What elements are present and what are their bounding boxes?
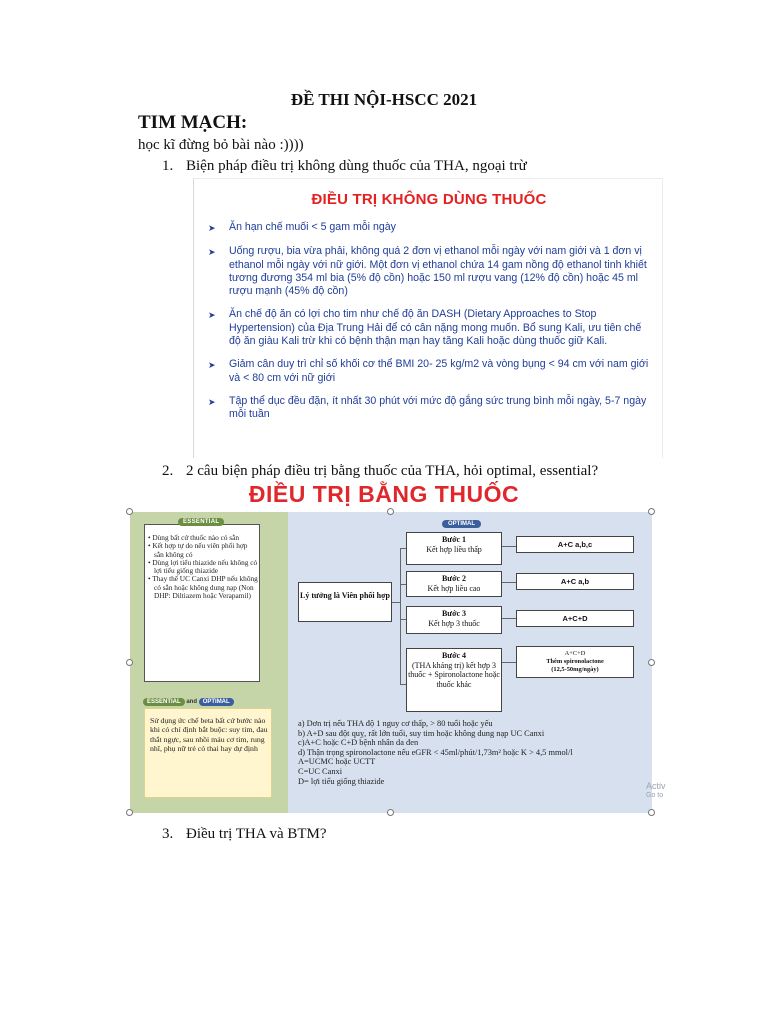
resize-handle[interactable] (387, 809, 394, 816)
list-item (208, 358, 654, 385)
question-number: 3. (162, 826, 174, 842)
combo-step-3: A+C+D (516, 610, 634, 627)
connector-line (400, 548, 401, 684)
step-name: Bước 3 (441, 609, 467, 618)
connector-line (502, 618, 516, 619)
essential-box (144, 524, 260, 682)
drug-treatment-title: ĐIỀU TRỊ BẰNG THUỐC (248, 481, 520, 507)
question-3 (162, 826, 327, 843)
step-3-box (406, 606, 502, 634)
optimal-badge: OPTIMAL (442, 520, 481, 528)
optimal-badge: OPTIMAL (199, 698, 234, 706)
step-2-box (406, 571, 502, 597)
step-description: Kết hợp liều thấp (426, 544, 482, 554)
watermark-text: Go to (646, 792, 664, 799)
resize-handle[interactable] (387, 508, 394, 515)
resize-handle[interactable] (648, 809, 655, 816)
list-item (208, 245, 654, 298)
resize-handle[interactable] (648, 508, 655, 515)
arrow-bullet-icon: ➤ (208, 247, 216, 258)
resize-handle[interactable] (126, 508, 133, 515)
list-item (208, 395, 654, 422)
footnotes (298, 719, 648, 786)
study-note: học kĩ đừng bỏ bài nào :)))) (138, 137, 304, 153)
combo-line: Thêm spironolactone (546, 658, 604, 665)
step-name: Bước 2 (441, 574, 467, 583)
ideal-combination-box: Lý tưởng là Viên phối hợp (298, 582, 392, 622)
step-description: (THA kháng trị) kết hợp 3 thuốc + Spironolactone hoặc thuốc khác (408, 660, 500, 689)
list-item-text: Ăn chế độ ăn có lợi cho tim như chế độ ăn DASH (Dietary Approaches to Stop Hypertension) của Địa Trung Hải để có cân nặng mong muốn. Bổ sung Kali, ưu tiên chế độ ăn giàu Kali trừ khi có bệnh thận mạn hay tăng Kali hoặc dùng thuốc giữ Kali. (229, 308, 642, 348)
watermark-text: Activ (646, 781, 666, 791)
footnote: c)A+C hoặc C+D bệnh nhân da đen (298, 738, 419, 748)
list-item-text: Ăn hạn chế muối < 5 gam mỗi ngày (229, 221, 396, 233)
list-item (208, 221, 654, 235)
question-text: Biện pháp điều trị không dùng thuốc của THA, ngoại trừ (186, 158, 527, 174)
arrow-bullet-icon: ➤ (208, 396, 216, 407)
beta-blocker-box (144, 708, 272, 798)
step-1-box (406, 532, 502, 565)
list-item (208, 308, 654, 348)
step-description: Kết hợp 3 thuốc (428, 618, 480, 628)
and-label: and (186, 699, 198, 705)
connector-line (502, 582, 516, 583)
document-title: ĐỀ THI NỘI-HSCC 2021 (290, 90, 478, 109)
resize-handle[interactable] (126, 809, 133, 816)
question-2 (162, 463, 598, 480)
beta-blocker-text: Sử dụng ức chế beta bất cứ bước nào khi có chỉ định bắt buộc: suy tim, đau thắt ngực, sau nhồi máu cơ tim, rung nhĩ, phụ nữ trẻ có thai hay dự định (150, 716, 268, 753)
connector-line (502, 662, 516, 663)
section-heading: TIM MẠCH: (138, 112, 248, 133)
bullet-list (208, 221, 654, 432)
step-name: Bước 4 (441, 651, 467, 660)
footnote: D= lợi tiểu giống thiazide (298, 776, 385, 786)
combo-step-1: A+C a,b,c (516, 536, 634, 553)
essential-list (148, 534, 258, 600)
essential-badge: ESSENTIAL (178, 518, 224, 526)
resize-handle[interactable] (126, 659, 133, 666)
question-number: 2. (162, 463, 174, 479)
footnote: d) Thận trọng spironolactone nếu eGFR < 45ml/phút/1,73m² hoặc K > 4,5 mmol/l (298, 747, 573, 757)
list-item-text: Uống rượu, bia vừa phải, không quá 2 đơn vị ethanol mỗi ngày với nam giới và 1 đơn vị ethanol mỗi ngày với nữ giới. Một đơn vị ethanol chứa 14 gam nồng độ ethanol tinh khiết tương đương 354 ml bia (5% độ cồn) hoặc 150 ml rượu vang (12% độ cồn) hoặc 45 ml rượu mạnh (45% độ cồn) (229, 245, 647, 298)
footnote: b) A+D sau đột quỵ, rất lớn tuổi, suy tim hoặc không dung nạp UC Canxi (298, 728, 545, 738)
question-1 (162, 158, 527, 175)
list-item: • Dùng lợi tiểu thiazide nếu không có lợi tiểu giống thiazide (148, 557, 258, 576)
resize-handle[interactable] (648, 659, 655, 666)
combo-step-4 (516, 646, 634, 678)
figure-title: ĐIỀU TRỊ KHÔNG DÙNG THUỐC (311, 191, 547, 208)
connector-line (502, 546, 516, 547)
list-item: • Kết hợp tự do nếu viên phối hợp sẵn không có (148, 541, 248, 559)
footnote: a) Dơn trị nếu THA độ 1 nguy cơ thấp, > 80 tuổi hoặc yếu (298, 719, 493, 728)
list-item-text: Giảm cân duy trì chỉ số khối cơ thể BMI 20- 25 kg/m2 và vòng bụng < 94 cm với nam giới và < 80 cm với nữ giới (229, 358, 649, 384)
step-4-box (406, 648, 502, 712)
step-name: Bước 1 (441, 535, 467, 544)
question-number: 1. (162, 158, 174, 174)
non-drug-treatment-figure (193, 178, 663, 458)
connector-line (392, 602, 400, 603)
essential-and-optimal-badge (143, 699, 234, 705)
footnote: C=UC Canxi (298, 766, 343, 776)
combo-line: (12,5-50mg/ngày) (551, 666, 599, 673)
drug-treatment-figure[interactable] (130, 512, 666, 813)
arrow-bullet-icon: ➤ (208, 360, 216, 371)
activation-watermark (646, 781, 666, 801)
arrow-bullet-icon: ➤ (208, 310, 216, 321)
essential-badge: ESSENTIAL (143, 698, 185, 706)
list-item: • Dùng bất cứ thuốc nào có sẵn (148, 533, 240, 542)
arrow-bullet-icon: ➤ (208, 223, 216, 233)
combo-line: A+C+D (564, 650, 586, 657)
list-item-text: Tập thể dục đều đặn, ít nhất 30 phút với mức độ gắng sức trung bình mỗi ngày, 5-7 ngày mỗi tuần (229, 394, 647, 421)
step-description: Kết hợp liều cao (427, 583, 481, 593)
question-text: Điều trị THA và BTM? (186, 826, 327, 842)
list-item: • Thay thế UC Canxi DHP nếu không có sẵn hoặc không dung nạp (Non DHP: Diltiazem hoặc Verapamil) (148, 574, 258, 601)
combo-step-2: A+C a,b (516, 573, 634, 590)
question-text: 2 câu biện pháp điều trị bằng thuốc của THA, hỏi optimal, essential? (186, 463, 599, 479)
footnote: A=UCMC hoặc UCTT (298, 757, 376, 767)
